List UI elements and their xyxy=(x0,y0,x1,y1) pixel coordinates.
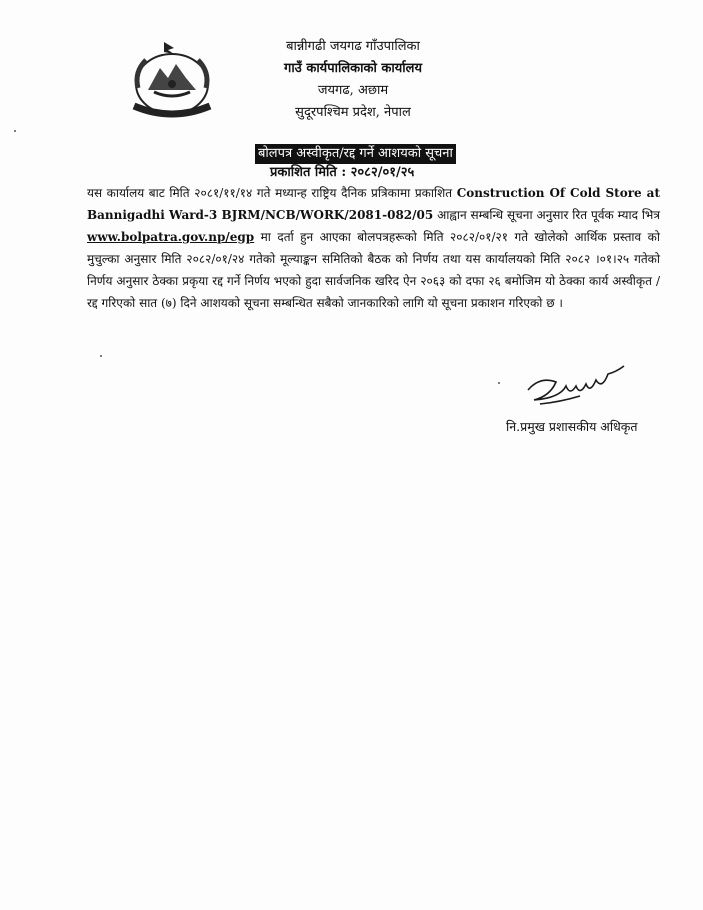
body-part-1: यस कार्यालय बाट मिति २०८१/११/१४ गते मध्यान्ह राष्ट्रिय दैनिक प्रत्रिकामा प्रकाशित xyxy=(87,186,457,200)
body-part-3: मा दर्ता हुन आएका बोलपत्रहरूको मिति २०८२/०१/२१ गते खोलेको आर्थिक प्रस्ताव को मुचुल्का अनुसार मिति २०८२/०१/२४ गतेको मूल्याङ्कन समितिको बैठक को निर्णय तथा यस कार्यालयको मिति २०८२ ।०१।२५ गतेको निर्णय अनुसार ठेक्का प्रकृया रद्द गर्ने निर्णय भएको हुदा सार्वजनिक खरिद ऐन २०६३ को दफा २६ बमोजिम यो ठेक्का कार्य अस्वीकृत /रद्द गरिएको सात (७) दिने आशयको सूचना सम्बन्धित सबैको जानकारिको लागि यो सूचना प्रकाशन गरिएको छ । xyxy=(87,230,660,310)
notice-title: बोलपत्र अस्वीकृत/रद्द गर्ने आशयको सूचना xyxy=(255,144,456,164)
project-name: Construction Of Cold Store at Bannigadhi Ward-3 BJRM/NCB/WORK/2081-082/05 xyxy=(87,186,660,222)
scan-speck xyxy=(100,355,102,357)
procurement-website: www.bolpatra.gov.np/egp xyxy=(87,230,255,244)
province-name: सुदूरपश्चिम प्रदेश, नेपाल xyxy=(295,105,411,120)
nepal-government-emblem xyxy=(124,42,220,120)
handwritten-signature xyxy=(520,352,640,412)
scan-speck xyxy=(14,130,16,132)
municipality-name: बान्नीगढी जयगढ गाँउपालिका xyxy=(286,39,420,54)
scan-speck xyxy=(498,382,500,384)
office-name: गाउँ कार्यपालिकाको कार्यालय xyxy=(284,61,422,76)
office-location: जयगढ, अछाम xyxy=(317,83,389,98)
published-date: प्रकाशित मिति : २०८२/०१/२५ xyxy=(270,165,415,180)
signatory-title: नि.प्रमुख प्रशासकीय अधिकृत xyxy=(506,419,638,434)
office-header xyxy=(248,36,458,124)
body-part-2: आह्वान सम्बन्धि सूचना अनुसार रित पूर्वक म्याद भित्र xyxy=(433,208,660,222)
notice-body xyxy=(87,182,660,314)
